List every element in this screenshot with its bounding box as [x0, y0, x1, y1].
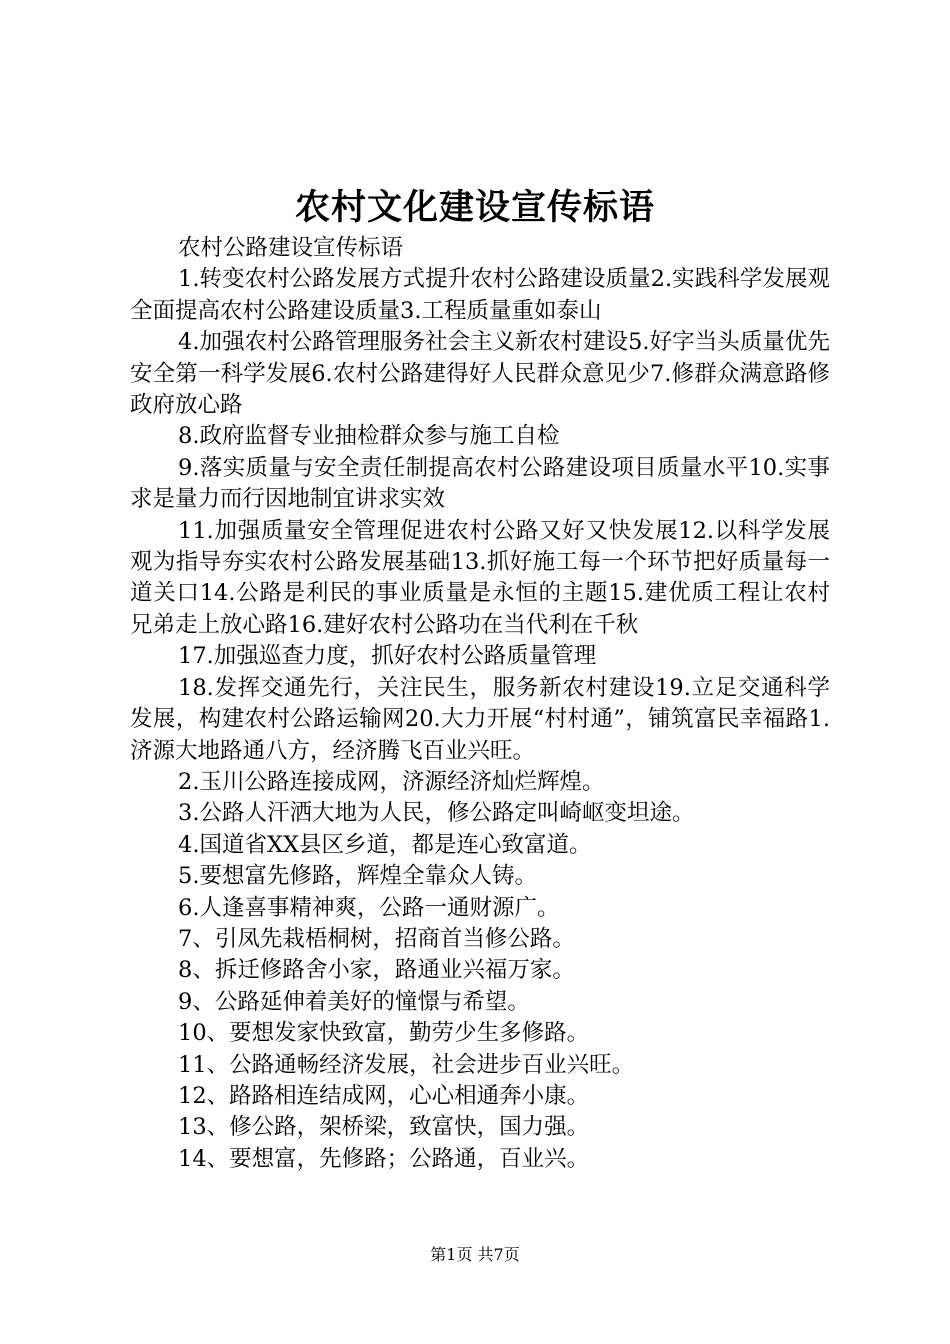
paragraph: 14、要想富，先修路；公路通，百业兴。	[178, 1145, 590, 1172]
paragraph: 10、要想发家快致富，勤劳少生多修路。	[178, 1020, 590, 1047]
document-title: 农村文化建设宣传标语	[294, 187, 655, 228]
paragraph: 9、公路延伸着美好的憧憬与希望。	[178, 988, 530, 1015]
document-body	[130, 233, 830, 1175]
paragraph: 8、拆迁修路舍小家，路通业兴福万家。	[178, 957, 575, 984]
paragraph: 6.人逢喜事精神爽，公路一通财源广。	[178, 894, 560, 921]
paragraph: 1.转变农村公路发展方式提升农村公路建设质量2.实践科学发展观全面提高农村公路建设质量3.工程质量重如泰山	[130, 266, 830, 324]
paragraph: 农村公路建设宣传标语	[178, 235, 404, 261]
paragraph: 7、引凤先栽梧桐树，招商首当修公路。	[178, 925, 575, 952]
paragraph: 9.落实质量与安全责任制提高农村公路建设项目质量水平10.实事求是量力而行因地制宜讲求实效	[130, 454, 830, 513]
paragraph: 18.发挥交通先行，关注民生，服务新农村建设19.立足交通科学发展，构建农村公路运输网20.大力开展“村村通”，铺筑富民幸福路1.济源大地路通八方，经济腾飞百业兴旺。	[130, 674, 830, 764]
paragraph: 4.加强农村公路管理服务社会主义新农村建设5.好字当头质量优先安全第一科学发展6.农村公路建得好人民群众意见少7.修群众满意路修政府放心路	[130, 329, 830, 419]
paragraph: 11、公路通畅经济发展，社会进步百业兴旺。	[178, 1051, 635, 1078]
paragraph: 11.加强质量安全管理促进农村公路又好又快发展12.以科学发展观为指导夯实农村公路发展基础13.抓好施工每一个环节把好质量每一道关口14.公路是利民的事业质量是永恒的主题15.建优质工程让农村兄弟走上放心路16.建好农村公路功在当代利在千秋	[130, 517, 830, 638]
paragraph: 2.玉川公路连接成网，济源经济灿烂辉煌。	[178, 768, 605, 795]
paragraph: 17.加强巡查力度，抓好农村公路质量管理	[178, 643, 597, 670]
page-footer: 第1页 共7页	[430, 1245, 520, 1264]
paragraph: 8.政府监督专业抽检群众参与施工自检	[178, 423, 560, 450]
paragraph: 12、路路相连结成网，心心相通奔小康。	[178, 1082, 590, 1109]
paragraph: 5.要想富先修路，辉煌全靠众人铸。	[178, 863, 537, 890]
paragraph: 3.公路人汗洒大地为人民，修公路定叫崎岖变坦途。	[178, 800, 695, 827]
paragraph: 13、修公路，架桥梁，致富快，国力强。	[178, 1114, 590, 1141]
paragraph: 4.国道省XX县区乡道，都是连心致富道。	[178, 831, 592, 858]
